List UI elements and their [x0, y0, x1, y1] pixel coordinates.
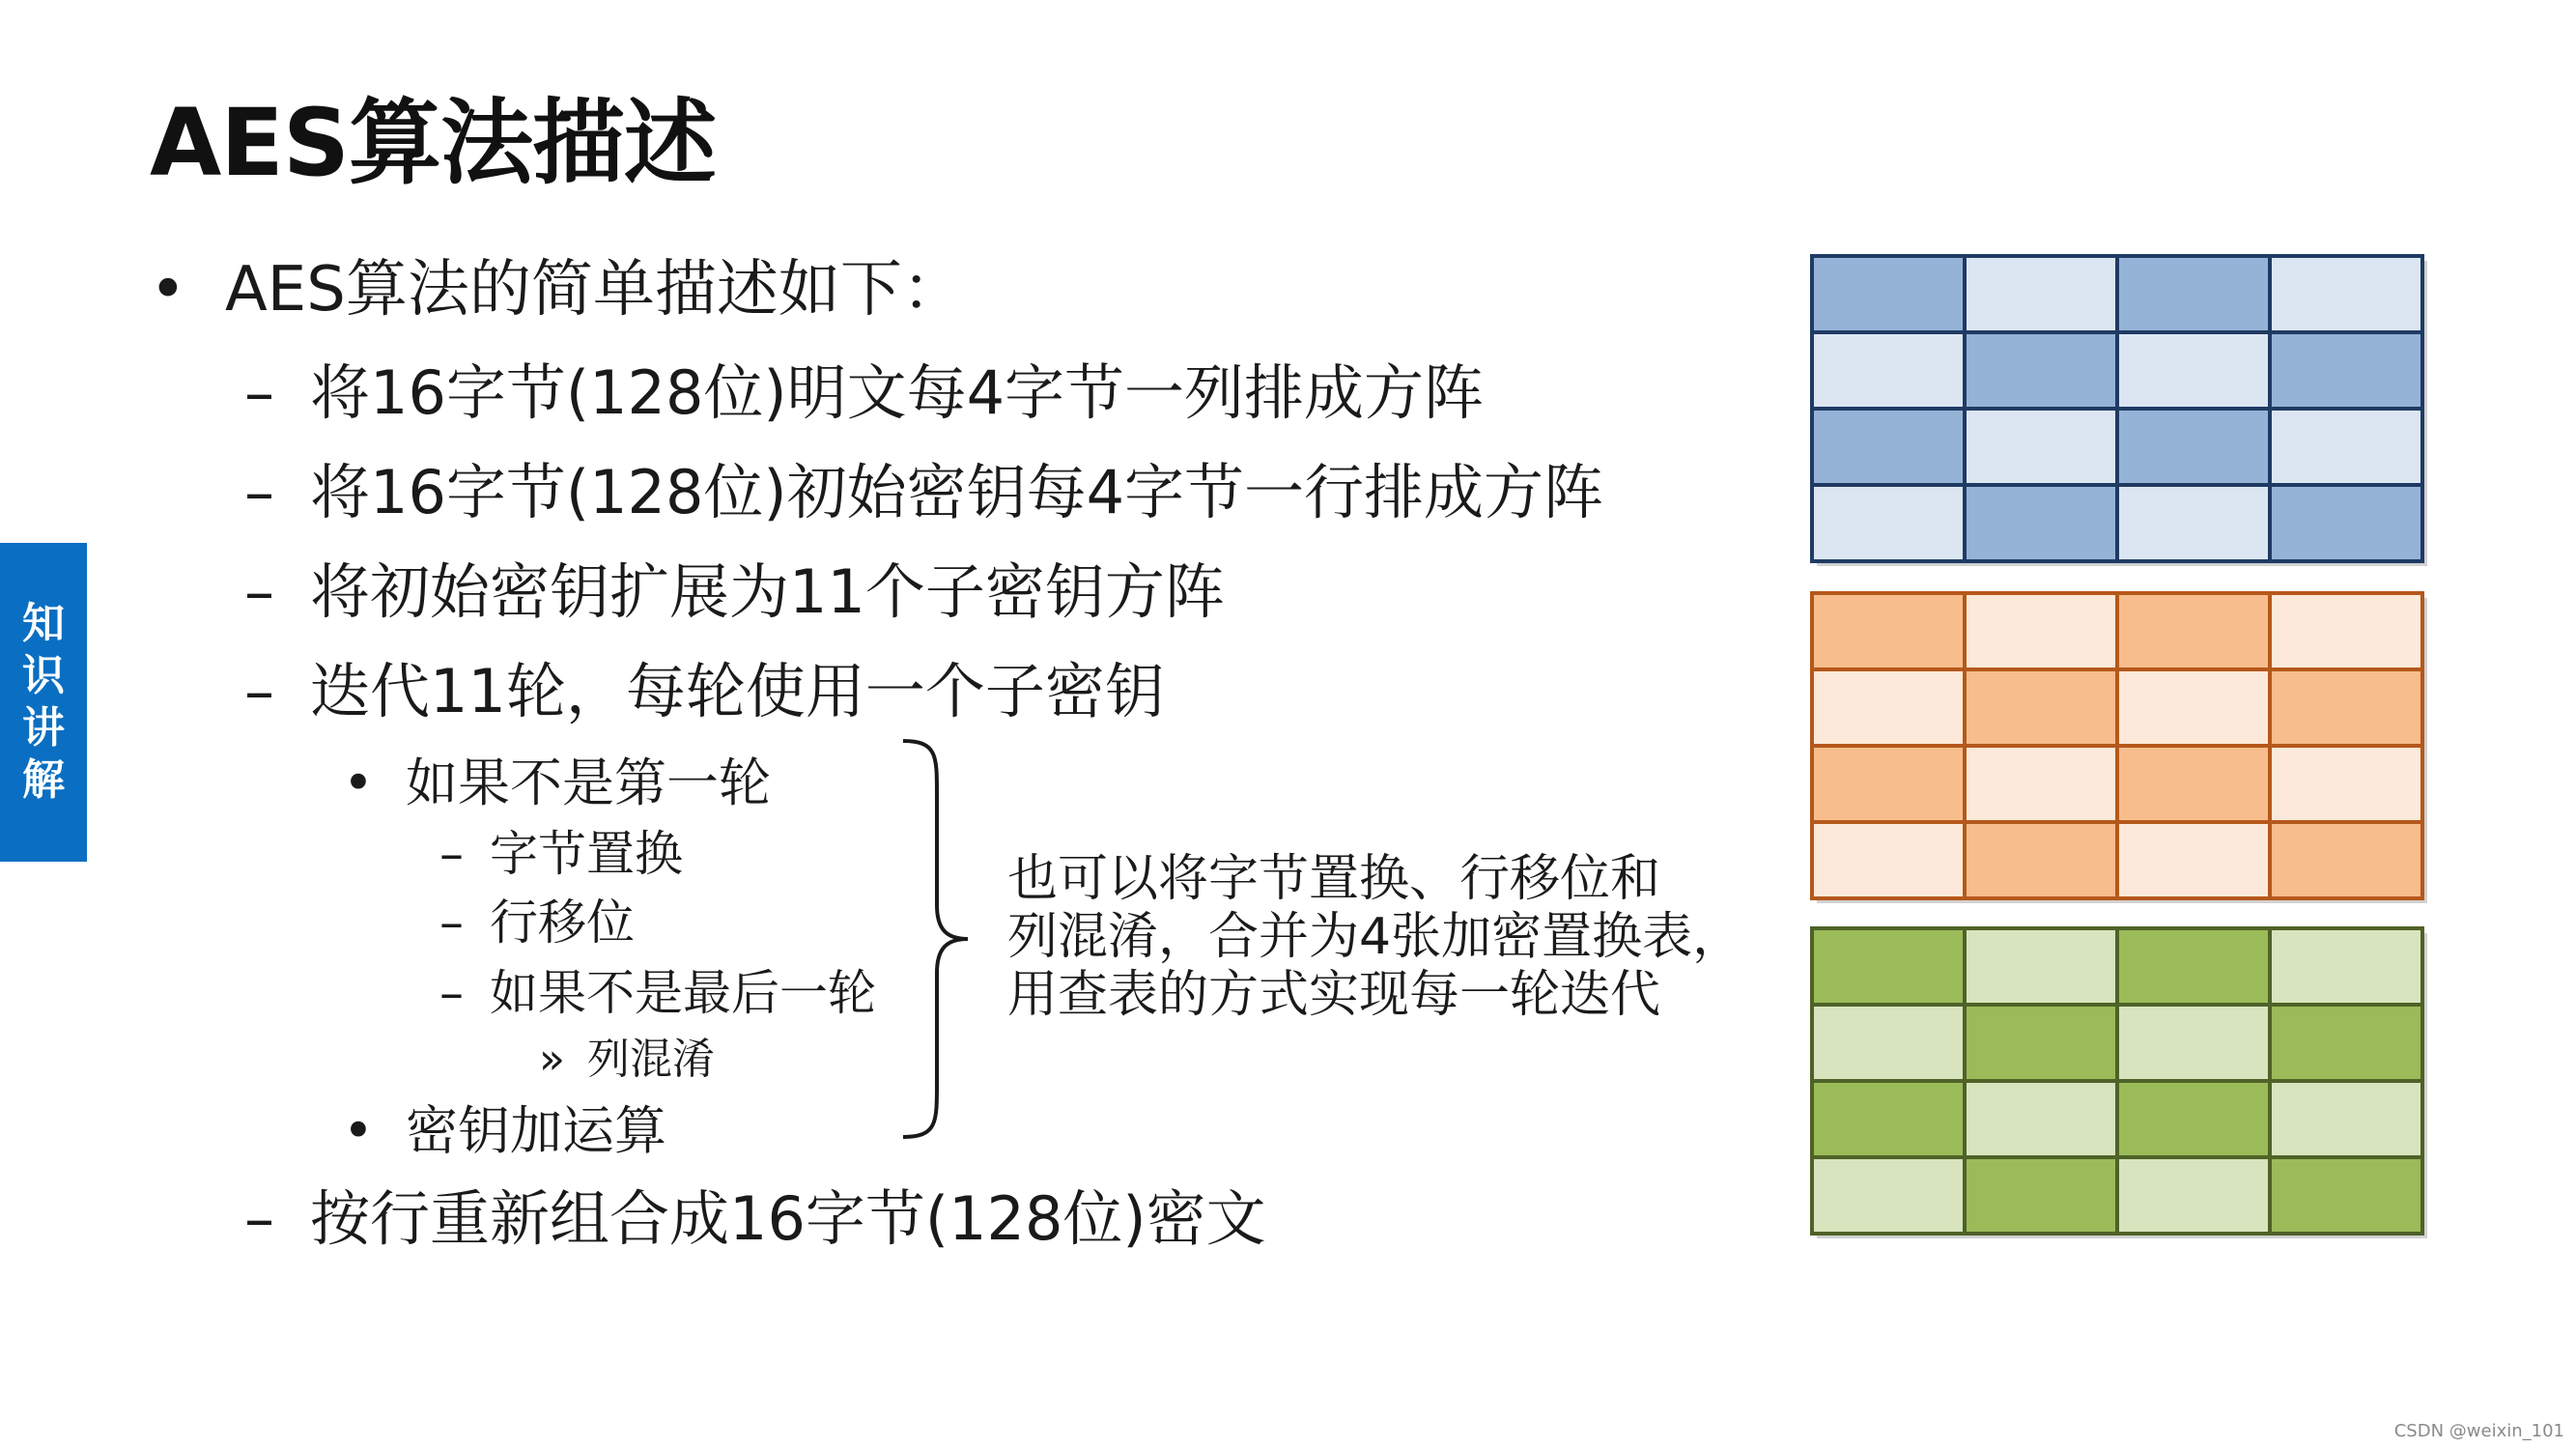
- watermark: CSDN @weixin_101: [2393, 1421, 2564, 1441]
- bullet-text: 迭代11轮，每轮使用一个子密钥: [310, 656, 1165, 726]
- bullet-text: 如果不是最后一轮: [490, 965, 876, 1021]
- bullet-text: 将16字节(128位)明文每4字节一列排成方阵: [310, 357, 1485, 428]
- bullet-item-l4: [439, 815, 683, 885]
- section-tab-char: 讲: [22, 703, 65, 753]
- bullet-item-l2: [244, 444, 1603, 530]
- matrix-cell: [2117, 593, 2270, 669]
- matrix-cell: [2117, 1157, 2270, 1234]
- bullet-text: 行移位: [490, 895, 635, 951]
- matrix-cell: [2117, 669, 2270, 746]
- bullet-text: 密钥加运算: [406, 1100, 666, 1161]
- slide-title: AES算法描述: [150, 89, 717, 197]
- bullet-item-l4: [439, 884, 635, 953]
- bullet-dash: –: [244, 357, 274, 428]
- bullet-dot: •: [343, 1100, 374, 1161]
- matrix-cell: [2117, 332, 2270, 409]
- matrix-cell: [1812, 332, 1965, 409]
- matrix-cell: [1965, 822, 2117, 898]
- matrix-cell: [2117, 485, 2270, 561]
- bullet-text: AES算法的简单描述如下：: [225, 254, 964, 326]
- matrix-cell: [1965, 332, 2117, 409]
- bullet-text: 按行重新组合成16字节(128位)密文: [310, 1183, 1266, 1254]
- bullet-text: 如果不是第一轮: [406, 753, 771, 813]
- bullet-item-l2: [244, 643, 1165, 729]
- bullet-item-l1: [150, 240, 964, 328]
- matrix-cell: [2117, 256, 2270, 332]
- matrix-cell: [2270, 332, 2422, 409]
- matrix-cell: [2270, 746, 2422, 822]
- matrix-cell: [1965, 593, 2117, 669]
- matrix-cell: [2270, 1157, 2422, 1234]
- matrix-cell: [2270, 409, 2422, 485]
- bullet-dot: •: [150, 254, 186, 326]
- matrix-cell: [2270, 485, 2422, 561]
- bullet-text: 将16字节(128位)初始密钥每4字节一行排成方阵: [310, 457, 1604, 527]
- matrix-cell: [1965, 409, 2117, 485]
- bullet-dash: –: [244, 556, 274, 627]
- bullet-item-l5: [539, 1024, 715, 1086]
- matrix-cell: [1812, 256, 1965, 332]
- bullet-text: 字节置换: [490, 826, 683, 882]
- bullet-dash: –: [439, 965, 464, 1021]
- note-line: 用查表的方式实现每一轮迭代: [1007, 966, 1661, 1024]
- matrix-cell: [2117, 928, 2270, 1005]
- matrix-cell: [1812, 669, 1965, 746]
- matrix-cell: [1812, 928, 1965, 1005]
- bullet-dash: –: [244, 1183, 274, 1254]
- matrix-cell: [2117, 1005, 2270, 1081]
- matrix-cell: [2270, 256, 2422, 332]
- section-tab-char: 知: [22, 599, 65, 648]
- bullet-dot: •: [343, 753, 374, 813]
- matrix-cell: [1965, 928, 2117, 1005]
- matrix-cell: [2117, 822, 2270, 898]
- matrix-cell: [1965, 746, 2117, 822]
- matrix-cell: [1812, 822, 1965, 898]
- bullet-item-l2: [244, 345, 1484, 431]
- bullet-dash: –: [439, 826, 464, 882]
- matrix-cell: [1965, 669, 2117, 746]
- bullet-text: 列混淆: [587, 1035, 715, 1084]
- curly-brace: [898, 736, 976, 1142]
- matrix-cell: [2270, 822, 2422, 898]
- bullet-dash: –: [244, 656, 274, 726]
- matrix-cell: [2117, 409, 2270, 485]
- matrix-cell: [1965, 1081, 2117, 1157]
- bullet-raquo: »: [539, 1035, 565, 1084]
- matrix-orange: [1809, 590, 2427, 904]
- bullet-item-l2: [244, 544, 1225, 630]
- matrix-cell: [1812, 593, 1965, 669]
- matrix-cell: [1965, 1157, 2117, 1234]
- matrix-cell: [2270, 1005, 2422, 1081]
- matrix-cell: [1812, 409, 1965, 485]
- matrix-cell: [1965, 1005, 2117, 1081]
- matrix-blue: [1809, 253, 2427, 567]
- matrix-cell: [2270, 928, 2422, 1005]
- section-tab-char: 解: [22, 755, 65, 805]
- matrix-cell: [1812, 1081, 1965, 1157]
- section-tab: [0, 543, 87, 862]
- matrix-cell: [1812, 746, 1965, 822]
- matrix-cell: [1812, 1157, 1965, 1234]
- matrix-cell: [1812, 1005, 1965, 1081]
- bullet-dash: –: [244, 457, 274, 527]
- bullet-text: 将初始密钥扩展为11个子密钥方阵: [310, 556, 1225, 627]
- matrix-green: [1809, 925, 2427, 1239]
- matrix-cell: [1965, 256, 2117, 332]
- bullet-item-l2: [244, 1171, 1266, 1257]
- matrix-cell: [2117, 746, 2270, 822]
- matrix-cell: [2270, 593, 2422, 669]
- matrix-cell: [1965, 485, 2117, 561]
- matrix-cell: [2117, 1081, 2270, 1157]
- bullet-item-l3: [343, 1090, 666, 1164]
- note-line: 列混淆，合并为4张加密置换表，: [1007, 908, 1743, 966]
- matrix-cell: [2270, 1081, 2422, 1157]
- note-text: [1007, 850, 1742, 1024]
- note-line: 也可以将字节置换、行移位和: [1007, 850, 1661, 908]
- bullet-item-l4: [439, 954, 876, 1024]
- bullet-dash: –: [439, 895, 464, 951]
- section-tab-char: 识: [22, 651, 65, 700]
- bullet-item-l3: [343, 742, 771, 816]
- matrix-cell: [2270, 669, 2422, 746]
- matrix-cell: [1812, 485, 1965, 561]
